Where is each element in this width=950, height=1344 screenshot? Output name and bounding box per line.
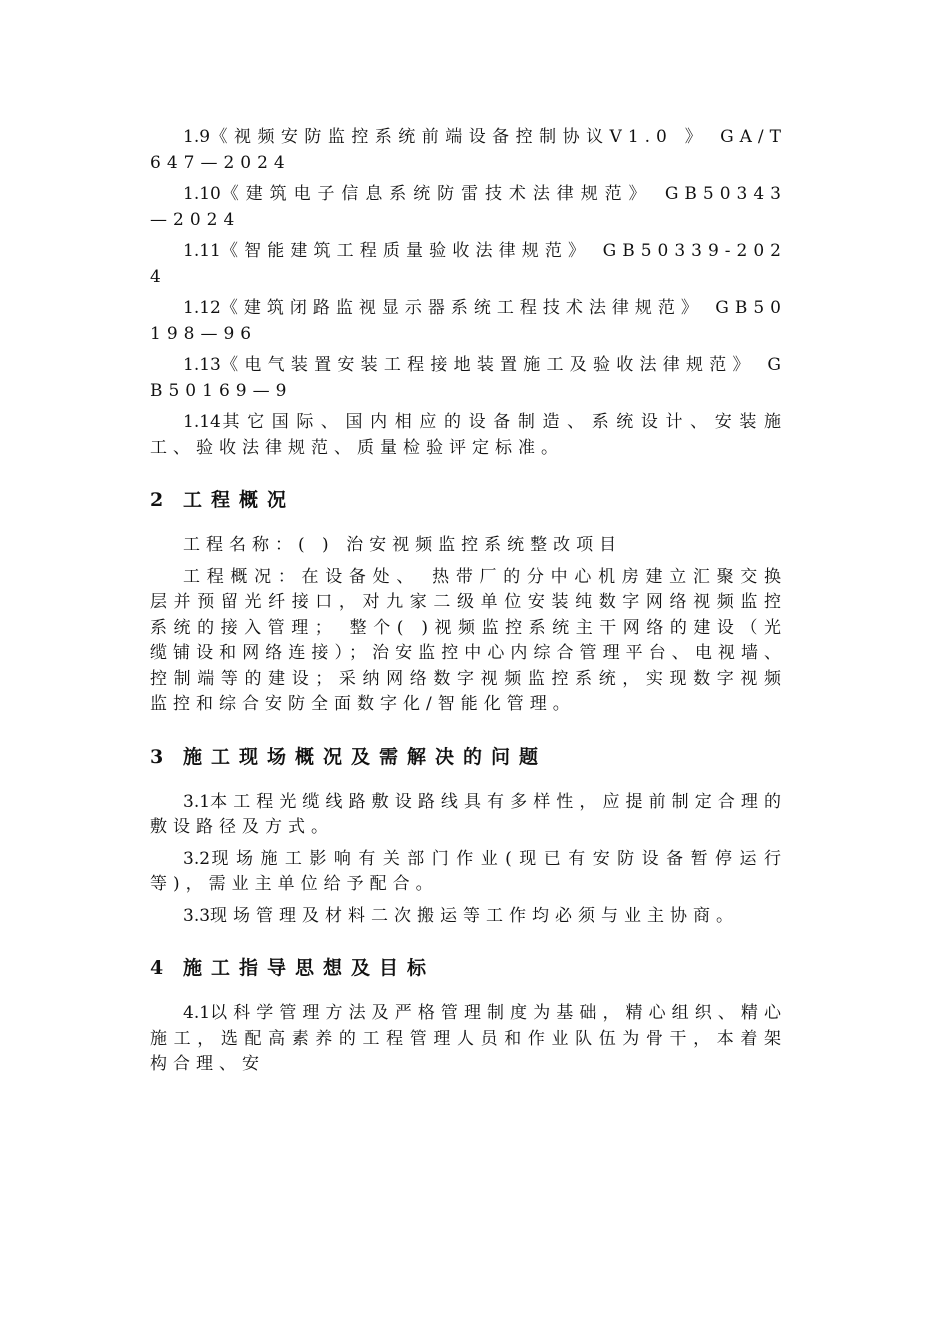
list-item: 1.14其它国际、国内相应的设备制造、系统设计、安装施工、验收法律规范、质量检验评定标准。 — [150, 412, 787, 458]
list-item: 3.2现场施工影响有关部门作业(现已有安防设备暂停运行等)，需业主单位给予配合。 — [150, 848, 787, 894]
section-heading: 4 施工指导思想及目标 — [150, 957, 436, 979]
list-item: 1.9《视频安防监控系统前端设备控制协议V1.0 》 GA/T 647—2024 — [150, 127, 787, 173]
list-item: 1.13《电气装置安装工程接地装置施工及验收法律规范》 GB50169—9 — [150, 355, 787, 401]
project-overview-paragraph: 工程概况：在设备处、 热带厂的分中心机房建立汇聚交换层并预留光纤接口，对九家二级单位安装纯数字网络视频监控系统的接入管理； 整个( )视频监控系统主干网络的建设（光缆铺设和网络连接）；治安监控中心内综合管理平台、电视墙、控制端等的建设；采纳网络数字视频监控系统，实现数字视频监控和综合安防全面数字化/智能化管理。 — [150, 566, 787, 714]
list-item: 1.10《建筑电子信息系统防雷技术法律规范》 GB50343—2024 — [150, 184, 787, 230]
list-item: 3.3现场管理及材料二次搬运等工作均必须与业主协商。 — [183, 905, 740, 926]
list-item: 4.1以科学管理方法及严格管理制度为基础，精心组织、精心施工，选配高素养的工程管理人员和作业队伍为骨干，本着架构合理、安 — [150, 1003, 787, 1074]
section-heading: 3 施工现场概况及需解决的问题 — [150, 745, 548, 768]
document-body — [150, 125, 787, 1084]
list-item: 1.12《建筑闭路监视显示器系统工程技术法律规范》 GB50198—96 — [150, 298, 787, 344]
project-name-paragraph: 工程名称：( ) 治安视频监控系统整改项目 — [183, 535, 623, 555]
list-item: 3.1本工程光缆线路敷设路线具有多样性，应提前制定合理的敷设路径及方式。 — [150, 791, 787, 837]
list-item: 1.11《智能建筑工程质量验收法律规范》 GB50339-2024 — [150, 241, 787, 287]
section-heading: 2 工程概况 — [150, 489, 296, 511]
